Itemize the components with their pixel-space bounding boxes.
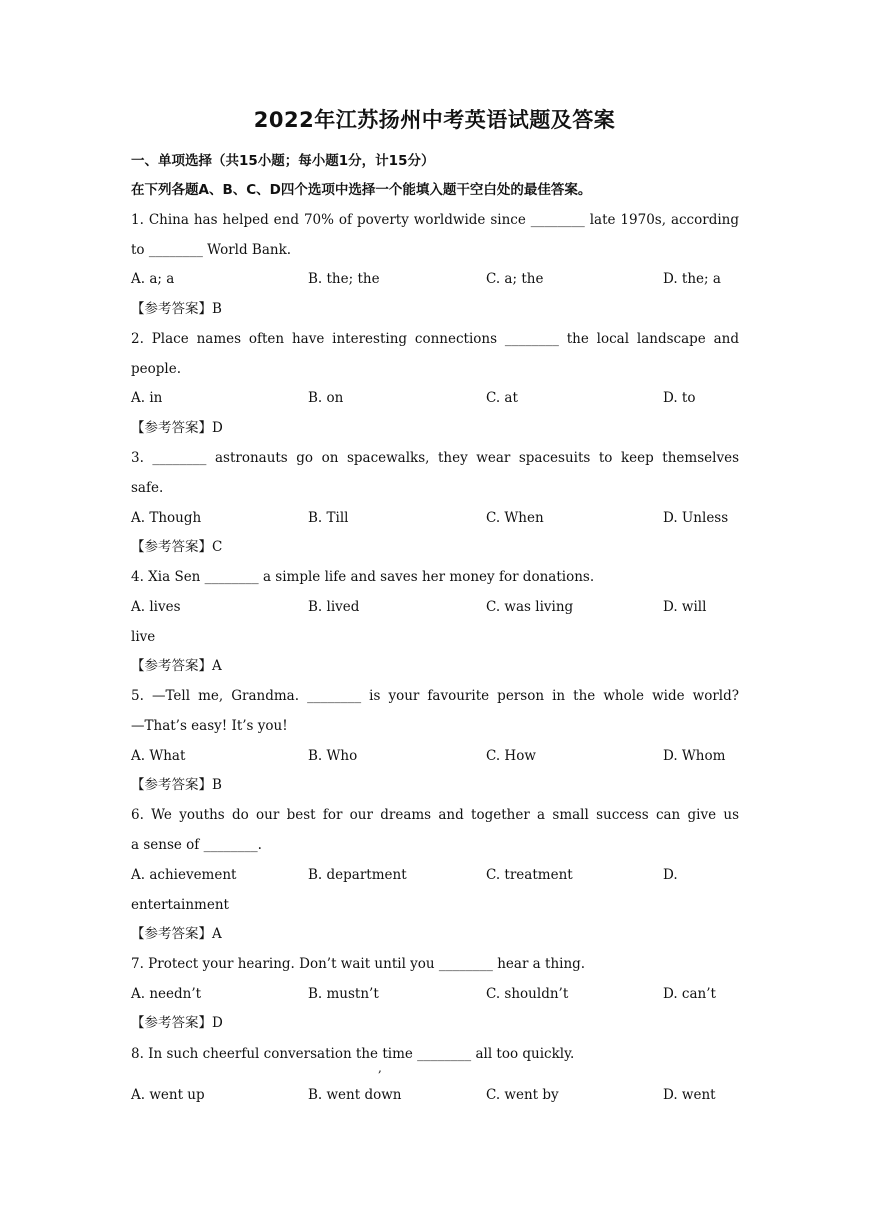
question-6-stem-line-2: a sense of ________. xyxy=(131,837,262,853)
section-heading: 一、单项选择（共15小题；每小题1分，计15分） xyxy=(131,153,435,169)
question-2-option-c: C. at xyxy=(486,390,518,406)
question-3-answer: 【参考答案】C xyxy=(131,539,223,555)
question-5-answer: 【参考答案】B xyxy=(131,777,222,793)
question-2-option-d: D. to xyxy=(663,390,696,406)
question-4-option-c: C. was living xyxy=(486,599,574,615)
question-8-option-c: C. went by xyxy=(486,1087,559,1103)
question-1-option-a: A. a; a xyxy=(131,271,175,287)
question-7-stem-line-1: 7. Protect your hearing. Don’t wait until you ________ hear a thing. xyxy=(131,956,586,972)
question-5-option-b: B. Who xyxy=(308,748,358,764)
question-4-option-a: A. lives xyxy=(131,599,181,615)
question-1-answer: 【参考答案】B xyxy=(131,301,222,317)
question-2-option-a: A. in xyxy=(131,390,163,406)
question-4-stem-line-1: 4. Xia Sen ________ a simple life and saves her money for donations. xyxy=(131,569,595,585)
question-5-option-d: D. Whom xyxy=(663,748,726,764)
question-5-option-c: C. How xyxy=(486,748,536,764)
question-2-stem-line-1: 2. Place names often have interesting connections ________ the local landscape and xyxy=(131,331,739,347)
question-1-option-d: D. the; a xyxy=(663,271,721,287)
question-6-option-overflow: entertainment xyxy=(131,897,229,913)
question-3-stem-line-2: safe. xyxy=(131,480,164,496)
question-2-stem-line-2: people. xyxy=(131,361,181,377)
question-2-option-b: B. on xyxy=(308,390,344,406)
question-7-answer: 【参考答案】D xyxy=(131,1015,223,1031)
question-3-option-c: C. When xyxy=(486,510,544,526)
question-8-option-a: A. went up xyxy=(131,1087,205,1103)
question-6-option-b: B. department xyxy=(308,867,407,883)
question-3-option-a: A. Though xyxy=(131,510,202,526)
question-6-option-a: A. achievement xyxy=(131,867,237,883)
question-3-stem-line-1: 3. ________ astronauts go on spacewalks, they wear spacesuits to keep themselves xyxy=(131,450,739,466)
question-5-stem-line-1: 5. —Tell me, Grandma. ________ is your favourite person in the whole wide world? xyxy=(131,688,739,704)
question-1-option-b: B. the; the xyxy=(308,271,380,287)
question-4-answer: 【参考答案】A xyxy=(131,658,222,674)
question-6-answer: 【参考答案】A xyxy=(131,926,222,942)
question-7-option-c: C. shouldn’t xyxy=(486,986,569,1002)
question-8-stray-comma: , xyxy=(378,1061,382,1075)
page-title: 2022年江苏扬州中考英语试题及答案 xyxy=(253,108,616,132)
question-6-option-c: C. treatment xyxy=(486,867,573,883)
question-1-stem-line-1: 1. China has helped end 70% of poverty worldwide since ________ late 1970s, according xyxy=(131,212,739,228)
question-8-option-d: D. went xyxy=(663,1087,716,1103)
question-4-option-overflow: live xyxy=(131,629,156,645)
question-7-option-d: D. can’t xyxy=(663,986,716,1002)
section-instruction: 在下列各题A、B、C、D四个选项中选择一个能填入题干空白处的最佳答案。 xyxy=(131,182,592,198)
question-4-option-b: B. lived xyxy=(308,599,360,615)
question-5-stem-line-2: —That’s easy! It’s you! xyxy=(131,718,288,734)
question-6-stem-line-1: 6. We youths do our best for our dreams and together a small success can give us xyxy=(131,807,739,823)
question-4-option-d: D. will xyxy=(663,599,707,615)
question-8-option-b: B. went down xyxy=(308,1087,402,1103)
question-1-option-c: C. a; the xyxy=(486,271,544,287)
question-3-option-d: D. Unless xyxy=(663,510,729,526)
question-8-stem-line-1: 8. In such cheerful conversation the time ________ all too quickly. xyxy=(131,1046,575,1062)
question-6-option-d: D. xyxy=(663,867,678,883)
question-1-stem-line-2: to ________ World Bank. xyxy=(131,242,292,258)
question-5-option-a: A. What xyxy=(131,748,186,764)
question-3-option-b: B. Till xyxy=(308,510,349,526)
question-7-option-b: B. mustn’t xyxy=(308,986,379,1002)
question-2-answer: 【参考答案】D xyxy=(131,420,223,436)
question-7-option-a: A. needn’t xyxy=(131,986,202,1002)
